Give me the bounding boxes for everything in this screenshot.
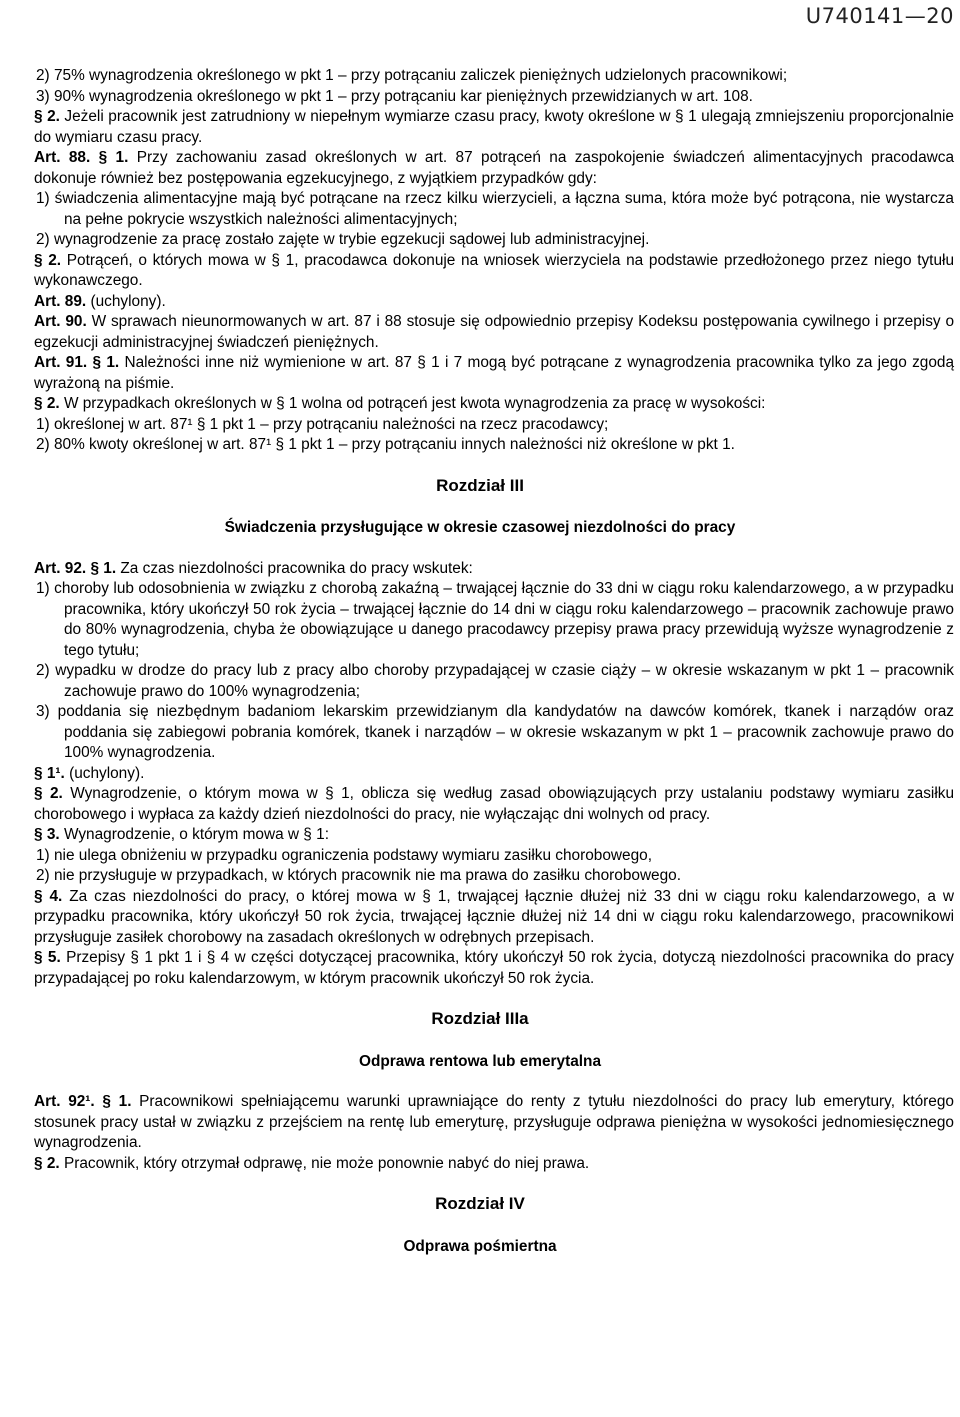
chapter-title: Rozdział IV [435, 1194, 525, 1213]
paragraph: § 2. Pracownik, który otrzymał odprawę, nie może ponownie nabyć do niej prawa. [34, 1154, 590, 1172]
chapter-subtitle: Odprawa pośmiertna [403, 1237, 557, 1255]
list-item: 3) poddania się niezbędnym badaniom lekarskim przewidzianym dla kandydatów na dawców komórek, tkanek i narządów oraz poddania się zabiegowi pobrania komórek, tkanek i narządów – w okresie wskazanym w pkt 1 – pracownik zachowuje prawo do 100% wynagrodzenia. [36, 703, 954, 761]
paragraph: § 3. Wynagrodzenie, o którym mowa w § 1: [34, 826, 329, 843]
article-92-1: Art. 92¹. § 1. Pracownikowi spełniającemu warunki uprawniające do renty z tytułu niezdolności do pracy lub emerytury, którego stosunek pracy ustał w związku z przejściem na rentę lub emeryturę, przysługuje odprawa pieniężna w wysokości jednomiesięcznego wynagrodzenia. [34, 1093, 954, 1151]
paragraph: § 2. Jeżeli pracownik jest zatrudniony w niepełnym wymiarze czasu pracy, kwoty określone w § 1 ulegają zmniejszeniu proporcjonalnie do wymiaru czasu pracy. [34, 108, 954, 146]
article-91: Art. 91. § 1. Należności inne niż wymienione w art. 87 § 1 i 7 mogą być potrącane z wynagrodzenia pracownika tylko za jego zgodą wyrażoną na piśmie. [34, 354, 955, 392]
paragraph: § 2. Wynagrodzenie, o którym mowa w § 1, oblicza się według zasad obowiązujących przy ustalaniu podstawy wymiaru zasiłku chorobowego i wypłaca za każdy dzień niezdolności do pracy, nie wyłączając dni wolnych od pracy. [34, 785, 954, 823]
chapter-subtitle: Odprawa rentowa lub emerytalna [358, 1052, 602, 1070]
paragraph: § 2. Potrąceń, o których mowa w § 1, pracodawca dokonuje na wniosek wierzyciela na podstawie przedłożonego przez niego tytułu wykonawczego. [34, 251, 954, 289]
list-item: 1) choroby lub odosobnienia w związku z chorobą zakaźną – trwającej łącznie do 33 dni w ciągu roku kalendarzowego, a w przypadku pracownika, który ukończył 50 rok życia – trwającej łącznie do 14 dni w ciągu roku kalendarzowego – pracownik zachowuje prawo do 80% wynagrodzenia, chyba że obowiązujące u danego pracodawcy przepisy prawa pracy przewidują wyższe wynagrodzenie z tego tytułu; [36, 580, 954, 659]
article-90: Art. 90. W sprawach nieunormowanych w art. 87 i 88 stosuje się odpowiednio przepisy Kodeksu postępowania cywilnego i przepisy o egzekucji administracyjnej świadczeń pieniężnych. [34, 313, 955, 351]
document-body [6, 66, 954, 1257]
list-item: 1) świadczenia alimentacyjne mają być potrącane na rzecz kilku wierzycieli, a łączna suma, która może być potrącona, nie wystarcza na pełne pokrycie wszystkich należności alimentacyjnych; [36, 190, 954, 228]
chapter-subtitle: Świadczenia przysługujące w okresie czasowej niezdolności do pracy [224, 519, 736, 536]
list-item: 2) 75% wynagrodzenia określonego w pkt 1 – przy potrącaniu zaliczek pieniężnych udzielonych pracownikowi; [36, 67, 788, 84]
list-item: 2) 80% kwoty określonej w art. 87¹ § 1 pkt 1 – przy potrącaniu innych należności niż określone w pkt 1. [36, 436, 735, 453]
chapter-title: Rozdział III [436, 475, 524, 495]
document-id: U740141—20 [805, 4, 954, 28]
list-item: 3) 90% wynagrodzenia określonego w pkt 1 – przy potrącaniu kar pieniężnych przewidzianych w art. 108. [36, 87, 753, 105]
paragraph: § 2. W przypadkach określonych w § 1 wolna od potrąceń jest kwota wynagrodzenia za pracę w wysokości: [34, 395, 766, 412]
list-item: 2) wypadku w drodze do pracy lub z pracy albo choroby przypadającej w czasie ciąży – w okresie wskazanym w pkt 1 – pracownik zachowuje prawo do 100% wynagrodzenia; [36, 662, 954, 700]
article-89: Art. 89. (uchylony). [34, 292, 166, 310]
paragraph: § 5. Przepisy § 1 pkt 1 i § 4 w części dotyczącej pracownika, który ukończył 50 rok życia, dotyczą niezdolności pracownika do pracy przypadającej po roku kalendarzowym, w którym pracownik ukończył 50 rok życia. [34, 949, 954, 987]
paragraph: § 1¹. (uchylony). [34, 764, 145, 782]
paragraph: § 4. Za czas niezdolności do pracy, o której mowa w § 1, trwającej łącznie dłużej niż 33 dni w ciągu roku kalendarzowego, a w przypadku pracownika, który ukończył 50 rok życia, trwającej łącznie dłużej niż 14 dni w ciągu roku kalendarzowego, pracownikowi przysługuje zasiłek chorobowy na zasadach określonych w odrębnych przepisach. [34, 887, 954, 946]
article-88: Art. 88. § 1. Przy zachowaniu zasad określonych w art. 87 potrąceń na zaspokojenie świadczeń alimentacyjnych pracodawca dokonuje również bez postępowania egzekucyjnego, z wyjątkiem przypadków gdy: [34, 149, 955, 187]
list-item: 2) nie przysługuje w przypadkach, w których pracownik nie ma prawa do zasiłku chorobowego. [36, 867, 682, 884]
list-item: 1) nie ulega obniżeniu w przypadku ograniczenia podstawy wymiaru zasiłku chorobowego, [36, 846, 652, 864]
list-item: 2) wynagrodzenie za pracę zostało zajęte w trybie egzekucji sądowej lub administracyjnej. [36, 231, 650, 248]
article-92: Art. 92. § 1. Za czas niezdolności pracownika do pracy wskutek: [34, 559, 473, 577]
list-item: 1) określonej w art. 87¹ § 1 pkt 1 – przy potrącaniu należności na rzecz pracodawcy; [36, 415, 609, 433]
chapter-title: Rozdział IIIa [431, 1009, 529, 1028]
